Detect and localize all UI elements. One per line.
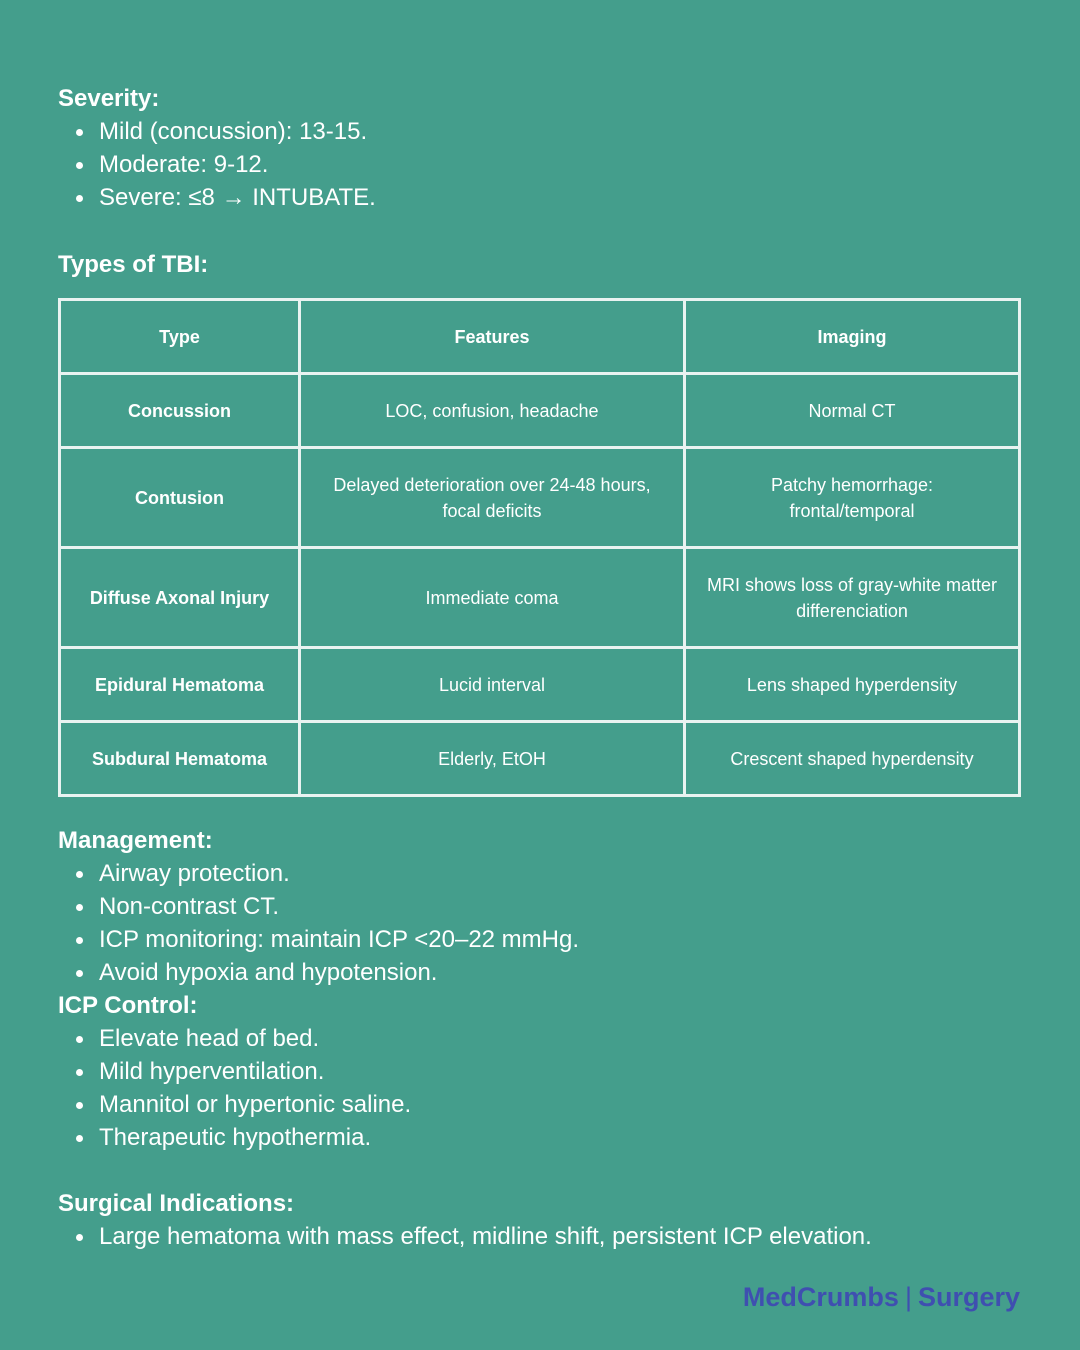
table-header-row: [60, 300, 1020, 374]
tbi-table: [58, 298, 1021, 797]
type-cell: Concussion: [60, 374, 300, 448]
list-item: Airway protection.: [0, 857, 579, 890]
surgical-heading: Surgical Indications:: [58, 1190, 295, 1217]
management-list: [0, 857, 579, 989]
table-row: [60, 722, 1020, 796]
severity-heading: Severity:: [58, 85, 160, 112]
type-cell: Epidural Hematoma: [60, 648, 300, 722]
table-row: [60, 448, 1020, 548]
table-row: [60, 648, 1020, 722]
list-item: Mild hyperventilation.: [0, 1055, 411, 1088]
type-cell: Diffuse Axonal Injury: [60, 548, 300, 648]
imaging-cell: Lens shaped hyperdensity: [685, 648, 1020, 722]
table-row: [60, 374, 1020, 448]
column-header-features: Features: [300, 300, 685, 374]
list-item: Severe: ≤8 → INTUBATE.: [0, 181, 376, 214]
imaging-cell: Crescent shaped hyperdensity: [685, 722, 1020, 796]
list-item: Therapeutic hypothermia.: [0, 1121, 411, 1154]
type-cell: Contusion: [60, 448, 300, 548]
features-cell: Lucid interval: [300, 648, 685, 722]
list-item: Elevate head of bed.: [0, 1022, 411, 1055]
surgical-list: [0, 1220, 872, 1253]
features-cell: Elderly, EtOH: [300, 722, 685, 796]
list-item: Non-contrast CT.: [0, 890, 579, 923]
list-item: Moderate: 9-12.: [0, 148, 376, 181]
features-cell: LOC, confusion, headache: [300, 374, 685, 448]
types-heading: Types of TBI:: [58, 251, 209, 278]
management-heading: Management:: [58, 827, 213, 854]
column-header-imaging: Imaging: [685, 300, 1020, 374]
imaging-cell: Normal CT: [685, 374, 1020, 448]
icp-control-heading: ICP Control:: [58, 992, 198, 1019]
brand-logo: [743, 1282, 1020, 1313]
column-header-type: Type: [60, 300, 300, 374]
brand-separator: |: [904, 1282, 912, 1312]
list-item: Large hematoma with mass effect, midline shift, persistent ICP elevation.: [0, 1220, 872, 1253]
brand-name: MedCrumbs: [742, 1282, 899, 1312]
icp-control-list: [0, 1022, 411, 1154]
list-item: Mannitol or hypertonic saline.: [0, 1088, 411, 1121]
features-cell: Delayed deterioration over 24-48 hours, focal deficits: [300, 448, 685, 548]
list-item: Avoid hypoxia and hypotension.: [0, 956, 579, 989]
features-cell: Immediate coma: [300, 548, 685, 648]
type-cell: Subdural Hematoma: [60, 722, 300, 796]
brand-section: Surgery: [917, 1282, 1020, 1312]
list-item: ICP monitoring: maintain ICP <20–22 mmHg.: [0, 923, 579, 956]
table-row: [60, 548, 1020, 648]
imaging-cell: MRI shows loss of gray-white matter differenciation: [685, 548, 1020, 648]
imaging-cell: Patchy hemorrhage: frontal/temporal: [685, 448, 1020, 548]
list-item: Mild (concussion): 13-15.: [0, 115, 376, 148]
severity-list: [0, 115, 376, 214]
